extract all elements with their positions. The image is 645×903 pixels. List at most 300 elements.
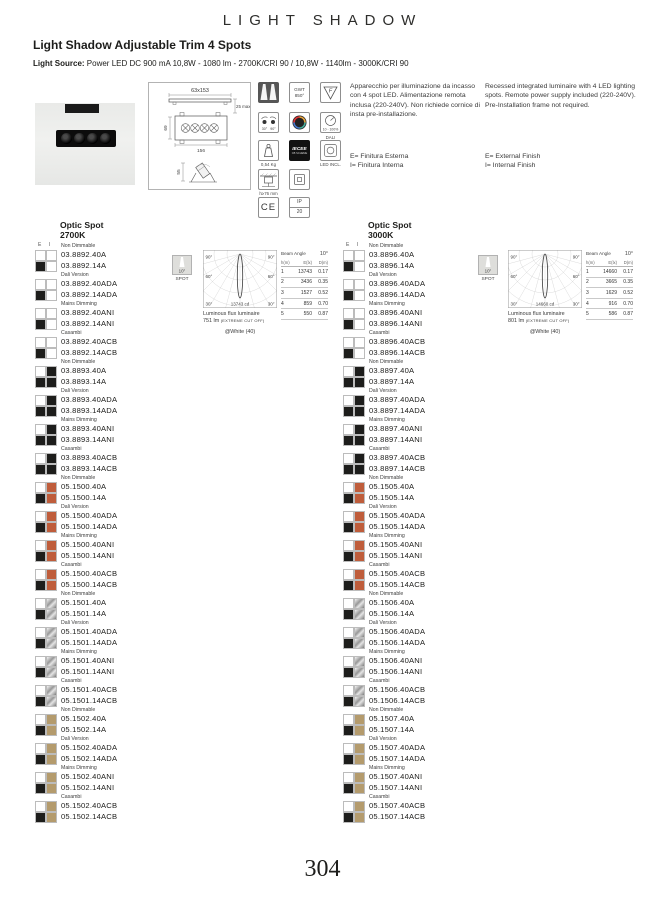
dimming-variant-label: Non Dimmable [61,591,96,597]
dimming-variant-label: Mains Dimming [61,533,97,539]
product-code: 05.1505.14A [369,492,415,502]
interior-column-header: I [49,242,51,248]
dimming-variant-label: Casambi [61,330,82,336]
product-group [35,736,175,765]
polar-30-left: 30° [510,301,518,307]
product-code: 05.1507.40A [369,713,415,723]
finish-swatch [343,308,365,330]
table-cell: 0.52 [318,289,328,296]
product-code: 05.1500.14A [61,492,107,502]
dim-width: 156 [196,149,206,154]
swatch-cell [35,569,46,580]
swatch-cell [354,482,365,493]
product-group [343,388,483,417]
finish-swatch [35,772,57,794]
swatch-cell [46,435,57,446]
swatch-cell [354,714,365,725]
product-group [343,330,483,359]
column-title-3000k [368,220,411,240]
table-column-headers [281,259,328,267]
swatch-cell [354,696,365,707]
gwt-label: GWT [294,87,305,92]
iecee-sub-label: CB SCHEME [291,152,308,155]
swatch-cell [46,714,57,725]
dimming-variant-label: Dali Version [369,736,397,742]
swatch-cell [46,522,57,533]
dimming-variant-label: Mains Dimming [369,417,405,423]
swatch-cell [354,493,365,504]
brand-title: LIGHT SHADOW [222,12,423,29]
dimming-variant-label: Non Dimmable [61,707,96,713]
swatch-cell [35,424,46,435]
swatch-cell [35,511,46,522]
swatch-cell [46,377,57,388]
luminaire-image [56,130,116,147]
swatch-cell [343,424,354,435]
weight-icon [258,140,279,161]
table-cell: 1629 [605,289,617,296]
swatch-cell [46,667,57,678]
finish-swatch [343,337,365,359]
table-cell: 3 [281,289,284,296]
flux-title: Luminous flux luminaire [203,311,260,317]
dimming-variant-label: Non Dimmable [61,475,96,481]
finish-swatch [35,453,57,475]
product-group [343,765,483,794]
product-code: 03.8892.14ADA [61,289,118,299]
gwt-temp-label: 850° [294,93,305,98]
swatch-cell [343,714,354,725]
dimming-variant-label: Casambi [61,678,82,684]
product-code: 03.8892.40A [61,249,107,259]
dimming-variant-label: Non Dimmable [369,243,404,249]
finish-swatch [343,511,365,533]
ip-value: 20 [296,209,303,216]
spot-lens [100,133,111,144]
table-cell: 0.35 [623,279,633,286]
description-english: Recessed integrated luminaire with 4 LED lighting spots. Remote power supply included (220-240V). Pre-Installation frame not required. [485,83,636,109]
dimension-drawing-svg [149,83,250,189]
exterior-column-header: E [346,242,350,248]
table-row [281,288,328,299]
dimming-variant-label: Dali Version [61,388,89,394]
product-code: 05.1501.14ANI [61,666,115,676]
product-group [343,446,483,475]
swatch-cell [46,337,57,348]
table-header-label: Beam Angle [586,251,611,256]
product-code: 05.1506.40ANI [369,655,423,665]
swatch-cell [354,812,365,823]
product-group [35,272,175,301]
luminous-flux-note [508,311,598,325]
swatch-cell [343,725,354,736]
table-cell: 586 [608,311,617,318]
candela-value: 14660 cd [535,301,555,307]
ce-mark-label: CE [260,202,277,213]
column-title-2700k [60,220,103,240]
dimming-variant-label: Dali Version [61,272,89,278]
table-cell: 5 [281,311,284,318]
polar-60-right: 60° [267,274,275,279]
swatch-cell [343,261,354,272]
product-code: 05.1502.40ANI [61,771,115,781]
product-group [343,562,483,591]
product-group [343,533,483,562]
polar-30-right: 30° [267,301,275,307]
polar-60-right: 60° [572,274,580,279]
swatch-cell [354,685,365,696]
swatch-cell [354,783,365,794]
dimming-variant-label: Casambi [61,446,82,452]
swatch-cell [46,656,57,667]
exterior-column-header: E [38,242,42,248]
swatch-cell [343,511,354,522]
finish-swatch [343,395,365,417]
swatch-cell [343,569,354,580]
product-code: 03.8893.14ACB [61,463,118,473]
product-code: 03.8897.14ANI [369,434,423,444]
table-cell: 1527 [300,289,312,296]
finish-swatch [343,569,365,591]
table-cell: 0.87 [318,311,328,318]
product-code: 05.1505.40ADA [369,510,426,520]
weight-label: 0,54 Kg [260,162,277,167]
swatch-cell [343,522,354,533]
table-row [586,309,633,320]
product-code: 05.1501.40A [61,597,107,607]
product-group [35,649,175,678]
swatch-cell [343,754,354,765]
product-group [343,678,483,707]
swatch-cell [343,406,354,417]
swatch-cell [35,783,46,794]
swatch-cell [46,569,57,580]
swatch-cell [46,319,57,330]
product-code: 03.8896.14ADA [369,289,426,299]
product-group [35,620,175,649]
swatch-cell [354,406,365,417]
product-code: 05.1507.40ANI [369,771,423,781]
interior-column-header: I [357,242,359,248]
finish-swatch [35,395,57,417]
table-cell: 859 [303,300,312,307]
swatch-cell [343,580,354,591]
iecee-badge-icon [289,140,310,161]
product-group [35,446,175,475]
swatch-cell [46,783,57,794]
product-code: 03.8893.14ANI [61,434,115,444]
swatch-cell [46,279,57,290]
product-code: 05.1505.40ANI [369,539,423,549]
swatch-cell [354,395,365,406]
swatch-cell [354,348,365,359]
product-code: 05.1505.14ANI [369,550,423,560]
swatch-cell [35,261,46,272]
product-code: 03.8896.14ANI [369,318,423,328]
swatch-cell [46,725,57,736]
swatch-cell [46,685,57,696]
table-row [586,278,633,289]
table-cell: 4 [281,300,284,307]
swatch-cell [46,598,57,609]
swatch-cell [46,638,57,649]
swatch-cell [46,551,57,562]
product-code: 05.1502.40ADA [61,742,118,752]
dim-cutout: 63x153 [191,88,209,94]
dimming-variant-label: Dali Version [369,620,397,626]
product-code: 05.1500.14ANI [61,550,115,560]
finish-swatch [343,366,365,388]
product-code: 05.1501.14ACB [61,695,118,705]
table-row [586,288,633,299]
swatch-cell [354,279,365,290]
swatch-cell [46,580,57,591]
beam-type-label: SPOT [481,277,495,282]
product-group [35,591,175,620]
product-code: 03.8896.14ACB [369,347,426,357]
swatch-cell [354,656,365,667]
product-code: 03.8892.14ACB [61,347,118,357]
swatch-cell [46,250,57,261]
product-code: 03.8896.40ACB [369,336,426,346]
swatch-cell [35,464,46,475]
product-code: 05.1507.14A [369,724,415,734]
table-row [281,299,328,310]
dimming-variant-label: Dali Version [369,388,397,394]
flux-value: 801 lm [508,317,525,324]
product-code: 03.8897.40A [369,365,415,375]
product-group [343,417,483,446]
candela-value: 13743 cd [230,301,250,307]
recessed-mounting-icon [258,169,279,190]
product-group [343,243,483,272]
product-code: 03.8892.40ACB [61,336,118,346]
product-code: 05.1501.14A [61,608,107,618]
swatch-cell [343,627,354,638]
dimming-variant-label: Casambi [369,794,390,800]
product-code: 05.1502.14ACB [61,811,118,821]
technical-drawing [148,82,251,190]
product-code: 05.1506.14A [369,608,415,618]
product-group [343,649,483,678]
page-number: 304 [304,856,341,882]
light-source-line [33,59,409,68]
table-cell: 3665 [605,279,617,286]
product-code: 05.1507.40ACB [369,800,426,810]
dimming-variant-label: Mains Dimming [369,533,405,539]
table-row [586,299,633,310]
swatch-cell [343,435,354,446]
finish-legend-italian [350,152,480,171]
polar-90-left: 90° [510,254,518,260]
product-group [35,794,175,823]
swatch-cell [35,493,46,504]
product-group [35,359,175,388]
color-temp-label: 3000K [368,230,394,240]
swatch-cell [354,667,365,678]
polar-30-left: 30° [205,301,213,307]
ip-rating-icon [289,197,310,218]
polar-90-left: 90° [205,254,213,260]
swatch-cell [46,348,57,359]
product-code: 05.1505.40A [369,481,415,491]
polar-60-left: 60° [510,274,518,279]
beam-angle-icon [172,255,192,275]
column-header: E(lx) [303,260,312,265]
swatch-cell [35,377,46,388]
dimming-variant-label: Non Dimmable [369,475,404,481]
table-header-label: Beam Angle [281,251,306,256]
swatch-cell [46,540,57,551]
iecee-label: IECEE [292,147,307,152]
product-group [343,736,483,765]
product-group [343,591,483,620]
swatch-cell [35,638,46,649]
product-group [35,533,175,562]
spot-lens [87,133,98,144]
swatch-cell [35,801,46,812]
swatch-cell [35,685,46,696]
description-italian: Apparecchio per illuminazione da incasso con 4 spot LED. Alimentazione remota inclusa (220-240V). Non richiede cornice di insta pre-installazione. [350,83,480,118]
finish-swatch [35,366,57,388]
table-header-value: 10° [624,251,633,257]
spot-lens [61,133,72,144]
swatch-cell [343,308,354,319]
product-code: 05.1500.40ADA [61,510,118,520]
finish-swatch [343,685,365,707]
product-code: 03.8893.14ADA [61,405,118,415]
f-mark-icon [320,82,341,103]
beam-angle-icon [478,255,498,275]
dimming-variant-label: Dali Version [61,620,89,626]
table-cell: 0.70 [623,300,633,307]
swatch-cell [343,377,354,388]
finish-swatch [343,743,365,765]
swatch-cell [46,424,57,435]
product-code: 03.8897.14ADA [369,405,426,415]
swatch-cell [343,453,354,464]
white-finish-note: @White (40) [224,329,256,335]
finish-swatch [35,250,57,272]
swatch-cell [35,551,46,562]
column-header: D(m) [623,260,633,265]
product-group [35,707,175,736]
swatch-cell [343,493,354,504]
swatch-cell [46,772,57,783]
product-code: 05.1502.14A [61,724,107,734]
beam-angle-value: 10° [178,268,186,274]
dimming-icon [320,112,341,133]
product-group [35,243,175,272]
dim-height: 69 [164,125,169,131]
swatch-cell [354,522,365,533]
beam-angle-value: 10° [484,268,492,274]
finish-swatch [343,482,365,504]
swatch-cell [46,627,57,638]
column-header: h(m) [586,260,595,265]
product-code: 03.8896.40ANI [369,307,423,317]
product-code: 05.1501.40ACB [61,684,118,694]
product-code: 03.8897.14ACB [369,463,426,473]
product-code: 05.1506.40ACB [369,684,426,694]
min-recess-label: h≥76 mm [259,191,278,196]
swatch-cell [35,435,46,446]
swatch-cell [35,696,46,707]
swatch-cell [35,337,46,348]
dimming-variant-label: Casambi [61,794,82,800]
finish-swatch [343,598,365,620]
swatch-cell [343,696,354,707]
light-source-value: Power LED DC 900 mA 10,8W - 1080 lm - 2700K/CRI 90 / 10,8W - 1140lm - 3000K/CRI 90 [86,59,409,68]
polar-30-right: 30° [572,301,580,307]
product-code: 05.1507.14ADA [369,753,426,763]
finish-swatch [35,627,57,649]
table-cell: 0.17 [318,268,328,275]
polar-90-right: 90° [572,254,580,260]
dimming-variant-label: Casambi [369,562,390,568]
product-group [343,301,483,330]
product-code: 05.1506.14ANI [369,666,423,676]
swatch-cell [354,511,365,522]
swatch-cell [354,366,365,377]
finish-swatch [35,656,57,678]
swatch-cell [343,551,354,562]
swatch-cell [35,319,46,330]
white-finish-note: @White (40) [529,329,561,335]
table-cell: 4 [586,300,589,307]
swatch-cell [35,308,46,319]
product-code: 03.8893.40ADA [61,394,118,404]
table-cell: 14660 [603,268,617,275]
swatch-cell [35,627,46,638]
swatch-cell [35,714,46,725]
swatch-cell [343,279,354,290]
table-cell: 5 [586,311,589,318]
table-cell: 1 [586,268,589,275]
finish-swatch [35,685,57,707]
swatch-cell [35,725,46,736]
dimming-range-label: 10 - 100% [322,127,339,132]
swatch-cell [46,366,57,377]
product-group [35,504,175,533]
table-column-headers [586,259,633,267]
swatch-cell [354,540,365,551]
finish-swatch [343,540,365,562]
page-title: Light Shadow Adjustable Trim 4 Spots [33,38,252,52]
swatch-cell [354,250,365,261]
swatch-cell [354,453,365,464]
color-spectrum-icon [289,112,310,133]
finish-swatch [343,772,365,794]
product-group [343,794,483,823]
dimming-variant-label: Non Dimmable [369,707,404,713]
color-temp-label: 2700K [60,230,86,240]
swatch-cell [343,290,354,301]
polar-diagram [508,250,582,308]
dimming-variant-label: Dali Version [61,736,89,742]
finish-swatch [343,627,365,649]
table-cell: 1 [281,268,284,275]
swatch-cell [35,609,46,620]
dimming-variant-label: Non Dimmable [61,243,96,249]
product-group [35,765,175,794]
table-row [281,267,328,278]
finish-external-it: E= Finitura Esterna [350,153,409,160]
finish-swatch [35,337,57,359]
product-code: 05.1502.40A [61,713,107,723]
product-code: 03.8896.14A [369,260,415,270]
spot-lens [74,133,85,144]
